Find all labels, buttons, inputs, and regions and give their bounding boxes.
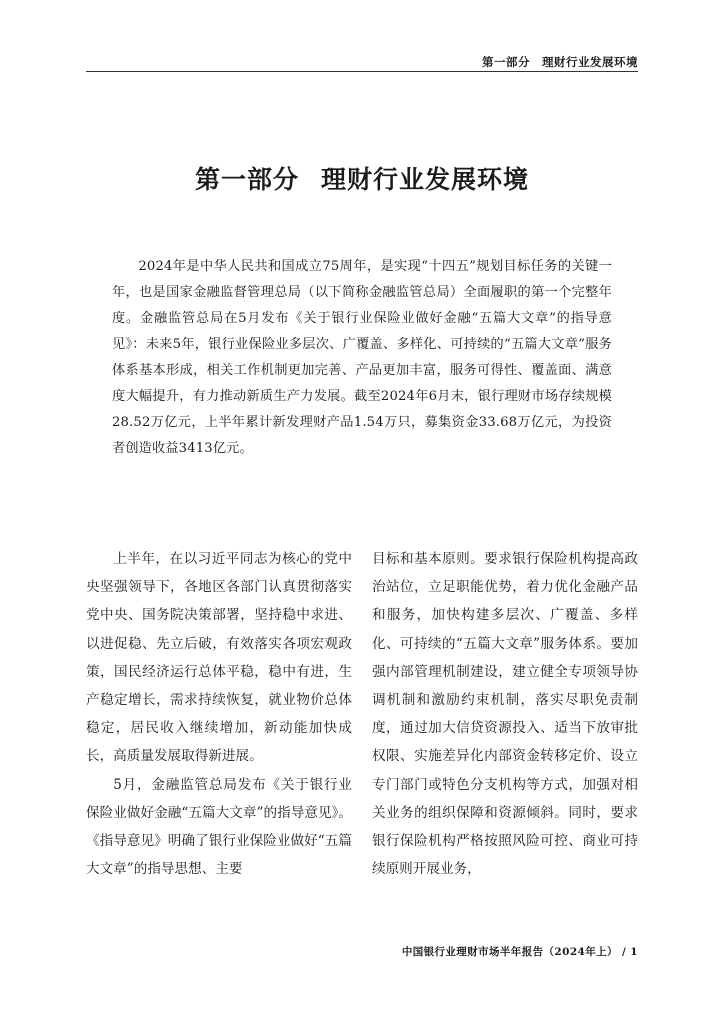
title-name: 理财行业发展环境 xyxy=(321,165,530,194)
running-header: 第一部分 理财行业发展环境 xyxy=(482,55,638,69)
running-footer xyxy=(402,944,638,959)
left-paragraph-2: 5月，金融监管总局发布《关于银行业保险业做好金融“五篇大文章”的指导意见》。《指导意见》明确了银行业保险业做好“五篇大文章”的指导思想、主要 xyxy=(86,776,352,878)
header-rule xyxy=(86,71,638,72)
intro-paragraph: 2024年是中华人民共和国成立75周年，是实现“十四五”规划目标任务的关键一年，也是国家金融监督管理总局（以下简称金融监管总局）全面履职的第一个完整年度。金融监管总局在5月发布《关于银行业保险业做好金融“五篇大文章”的指导意见》：未来5年，银行业保险业多层次、广覆盖、多样化、可持续的“五篇大文章”服务体系基本形成，相关工作机制更加完善、产品更加丰富，服务可得性、覆盖面、满意度大幅提升，有力推动新质生产力发展。截至2024年6月末，银行理财市场存续规模28.52万亿元，上半年累计新发理财产品1.54万只，募集资金33.68万亿元，为投资者创造收益3413亿元。 xyxy=(112,259,612,456)
body-columns xyxy=(86,545,638,883)
footer-report-title: 中国银行业理财市场半年报告（2024年上） xyxy=(401,946,618,958)
right-column xyxy=(372,545,638,883)
page-title xyxy=(0,160,724,196)
title-part: 第一部分 xyxy=(194,165,299,194)
right-paragraph: 目标和基本原则。要求银行保险机构提高政治站位，立足职能优势，着力优化金融产品和服务，加快构建多层次、广覆盖、多样化、可持续的“五篇大文章”服务体系。要加强内部管理机制建设，建立健全专项领导协调机制和激励约束机制，落实尽职免责制度，通过加大信贷资源投入、适当下放审批权限、实施差异化内部资金转移定价、设立专门部门或特色分支机构等方式，加强对相关业务的组织保障和资源倾斜。同时，要求银行保险机构严格按照风险可控、商业可持续原则开展业务， xyxy=(372,551,638,878)
left-paragraph-1: 上半年，在以习近平同志为核心的党中央坚强领导下，各地区各部门认真贯彻落实党中央、国务院决策部署，坚持稳中求进、以进促稳、先立后破，有效落实各项宏观政策，国民经济运行总体平稳，稳中有进，生产稳定增长，需求持续恢复，就业物价总体稳定，居民收入继续增加，新动能加快成长，高质量发展取得新进展。 xyxy=(86,551,352,765)
page-number: / 1 xyxy=(622,946,638,958)
left-column xyxy=(86,545,352,883)
